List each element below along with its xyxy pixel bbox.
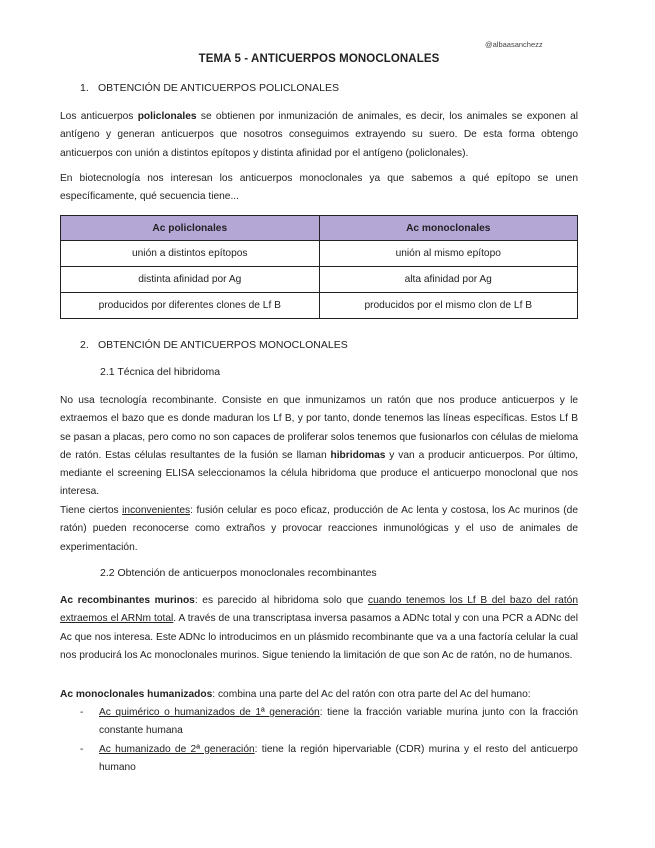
comparison-table [60, 215, 578, 319]
list-item [60, 704, 578, 741]
humanized-types-list [60, 704, 578, 777]
section-2-number: 2. [80, 339, 89, 351]
table-row [61, 267, 578, 293]
text-span: . A través de una transcriptasa inversa pasamos a ADNc total y con una PCR a ADNc del Ac que nos interesa. Este ADNc lo introducimos en un plásmido recombinante que va a una factoría celular la cual nos producirá los Ac monoclonales murinos. Sigue teniendo la limitación de que son Ac de ratón, no de humanos. [60, 613, 578, 661]
dash-bullet: - [80, 743, 84, 755]
subsection-2-2-heading: 2.2 Obtención de anticuerpos monoclonales recombinantes [100, 567, 377, 579]
section-1-heading [80, 82, 339, 94]
section-1-paragraph-1 [60, 108, 578, 163]
text-span: se obtienen por inmunización de animales, es decir, los animales se exponen al antígeno y generan anticuerpos que nosotros conseguimos extrayendo su suero. De esta forma obtengo anticuerpos con unión a distintos epítopos y distinta afinidad por el antígeno (policlonales). [60, 111, 579, 159]
subsection-2-1-paragraph-1 [60, 392, 578, 502]
underlined-term: inconvenientes [122, 505, 191, 516]
table-header-row [61, 216, 578, 241]
text-span: : combina una parte del Ac del ratón con otra parte del Ac del humano: [212, 689, 531, 700]
list-item [60, 741, 578, 778]
table-cell: producidos por el mismo clon de Lf B [319, 293, 578, 319]
section-1-paragraph-2: En biotecnología nos interesan los anticuerpos monoclonales ya que sabemos a qué epítopo se unen específicamente, qué secuencia tiene... [60, 173, 578, 203]
table-row [61, 293, 578, 319]
underlined-term: Ac humanizado de 2ª generación [99, 743, 255, 755]
bold-term: Ac monoclonales humanizados [60, 689, 213, 700]
table-header-cell: Ac policlonales [61, 216, 320, 241]
table-cell: producidos por diferentes clones de Lf B [61, 293, 320, 319]
text-span: No usa tecnología recombinante. Consiste en que inmunizamos un ratón que nos produce anticuerpos y le extraemos el bazo que es donde maduran los Lf B, y por tanto, donde tenemos las líneas específicas. Estos Lf B se pasan a placas, pero como no son capaces de proliferar solos tenemos que fusionarlos con células de mieloma de ratón. Estas células resultantes de la fusión se llaman [60, 395, 578, 461]
text-span: y van a producir anticuerpos. Por último, mediante el screening ELISA seleccionamos la célula hibridoma que produce el anticuerpo monoclonal que nos interesa. [60, 449, 578, 498]
bold-term: policlonales [137, 111, 197, 122]
table-cell: unión a distintos epítopos [61, 241, 320, 267]
bold-term: hibridomas [330, 449, 386, 461]
text-span: : fusión celular es poco eficaz, producción de Ac lenta y costosa, los Ac murinos (de ratón) pueden reconocerse como extraños y provocar reacciones inmunológicas y el uso de animales de experimentación. [60, 505, 578, 553]
underlined-term: Ac quimérico o humanizados de 1ª generación [99, 707, 320, 718]
table-cell: alta afinidad por Ag [319, 267, 578, 293]
table-cell: unión al mismo epítopo [319, 241, 578, 267]
section-2-title: OBTENCIÓN DE ANTICUERPOS MONOCLONALES [98, 339, 348, 351]
subsection-2-2-paragraph-2 [60, 686, 578, 704]
subsection-2-1-paragraph-2 [60, 502, 578, 557]
table-cell: distinta afinidad por Ag [61, 267, 320, 293]
text-span: Tiene ciertos [60, 505, 123, 516]
text-span: Los anticuerpos [60, 111, 138, 122]
section-2-heading [80, 339, 348, 351]
text-span: : tiene la fracción variable murina junto con la fracción constante humana [99, 707, 578, 737]
text-span: : es parecido al hibridoma solo que [194, 595, 368, 606]
author-handle: @albaasanchezz [485, 40, 543, 49]
document-title: TEMA 5 - ANTICUERPOS MONOCLONALES [198, 53, 440, 65]
subsection-2-2-paragraph-1 [60, 592, 578, 665]
text-span: : tiene la región hipervariable (CDR) murina y el resto del anticuerpo humano [99, 743, 578, 773]
table-row [61, 241, 578, 267]
section-1-title: OBTENCIÓN DE ANTICUERPOS POLICLONALES [98, 82, 339, 94]
bold-term: Ac recombinantes murinos [60, 595, 195, 606]
dash-bullet: - [80, 707, 84, 718]
section-1-number: 1. [80, 82, 89, 94]
table-header-cell: Ac monoclonales [319, 216, 578, 241]
underlined-term: cuando tenemos los Lf B del bazo del ratón extraemos el ARNm total [60, 595, 578, 625]
subsection-2-1-heading: 2.1 Técnica del hibridoma [100, 366, 221, 378]
